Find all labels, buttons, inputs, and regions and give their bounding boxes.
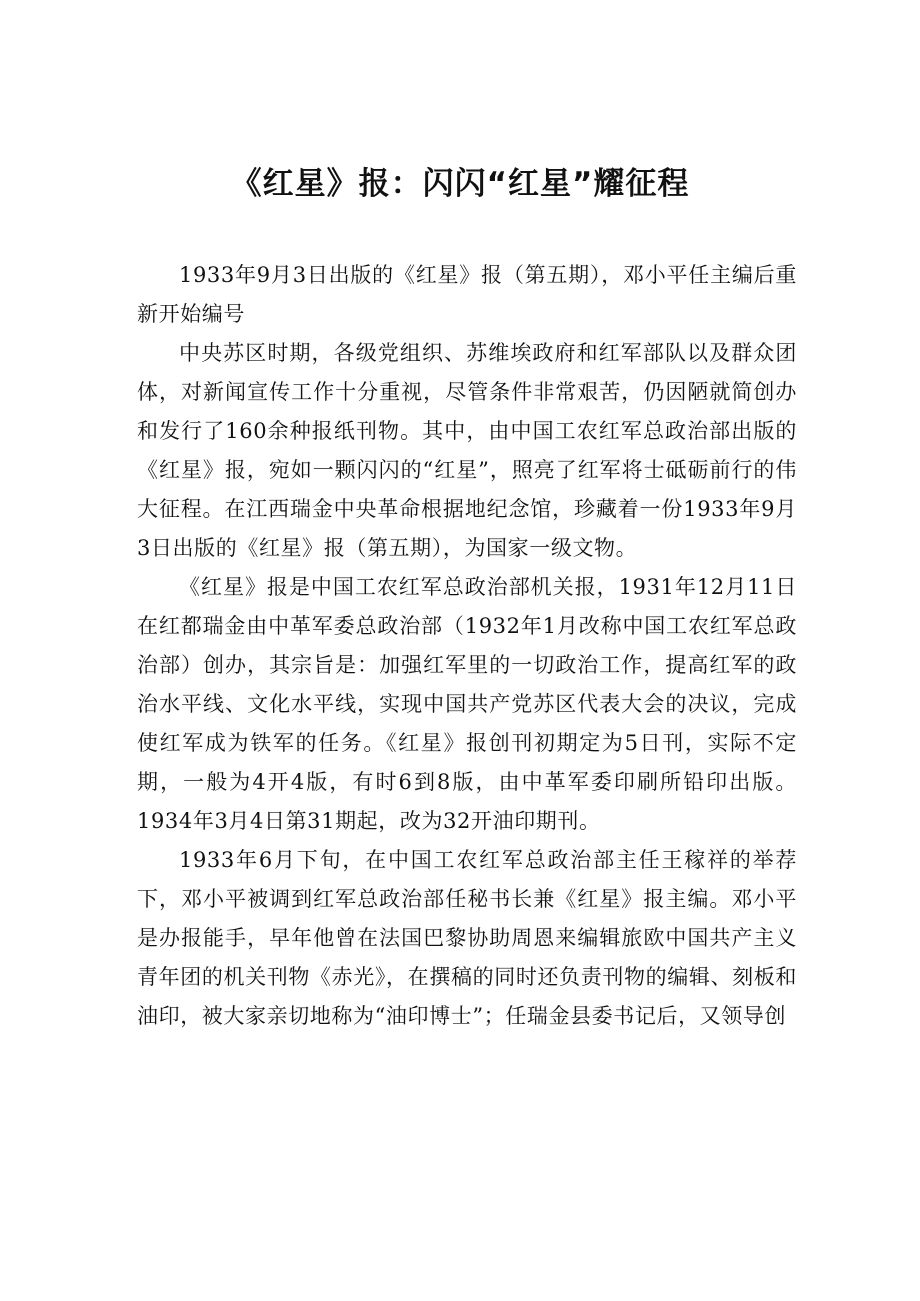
paragraph: 1933年6月下旬，在中国工农红军总政治部主任王稼祥的举荐下，邓小平被调到红军总政治部任秘书长兼《红星》报主编。邓小平是办报能手，早年他曾在法国巴黎协助周恩来编辑旅欧中国共产主义青年团的机关刊物《赤光》，在撰稿的同时还负责刊物的编辑、刻板和油印，被大家亲切地称为“油印博士”；任瑞金县委书记后，又领导创: [137, 848, 797, 1028]
paragraph: 《红星》报是中国工农红军总政治部机关报，1931年12月11日在红都瑞金由中革军委总政治部（1932年1月改称中国工农红军总政治部）创办，其宗旨是：加强红军里的一切政治工作，提高红军的政治水平线、文化水平线，实现中国共产党苏区代表大会的决议，完成使红军成为铁军的任务。《红星》报创刊初期定为5日刊，实际不定期，一般为4开4版，有时6到8版，由中革军委印刷所铅印出版。1934年3月4日第31期起，改为32开油印期刊。: [137, 575, 797, 833]
document-title: 《红星》报：闪闪“红星”耀征程: [230, 166, 690, 202]
document-body: [137, 256, 797, 1036]
paragraph-caption: 1933年9月3日出版的《红星》报（第五期），邓小平任主编后重新开始编号: [137, 263, 797, 326]
paragraph: 中央苏区时期，各级党组织、苏维埃政府和红军部队以及群众团体，对新闻宣传工作十分重视，尽管条件非常艰苦，仍因陋就简创办和发行了160余种报纸刊物。其中，由中国工农红军总政治部出版的《红星》报，宛如一颗闪闪的“红星”，照亮了红军将士砥砺前行的伟大征程。在江西瑞金中央革命根据地纪念馆，珍藏着一份1933年9月3日出版的《红星》报（第五期），为国家一级文物。: [137, 341, 797, 560]
